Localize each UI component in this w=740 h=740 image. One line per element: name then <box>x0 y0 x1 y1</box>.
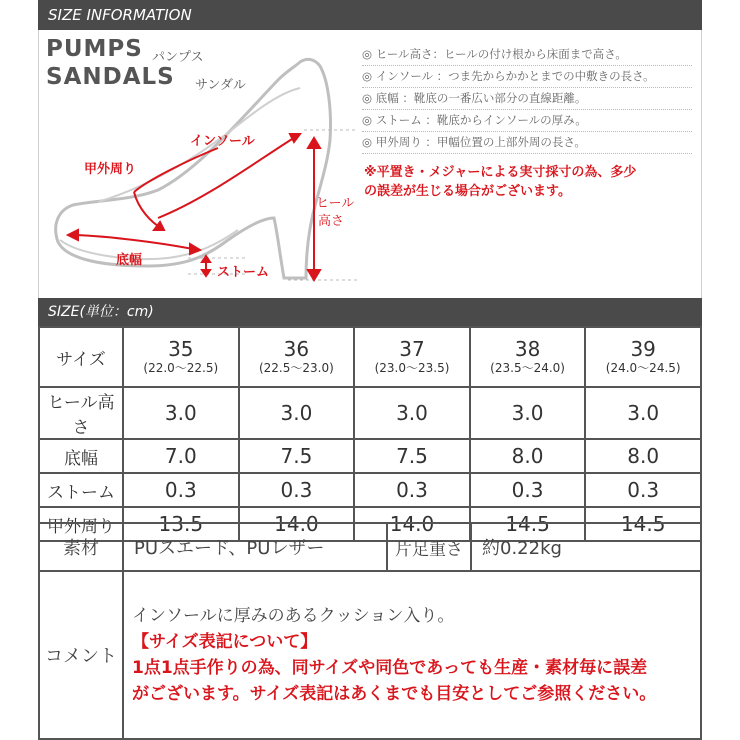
brand-sandals-sub: サンダル <box>195 78 246 93</box>
table-cell: 14.5 <box>585 507 701 541</box>
size-col-36: 36 (22.5〜23.0) <box>239 327 355 387</box>
brand-pumps: PUMPS <box>46 36 143 62</box>
definition-list <box>362 44 692 154</box>
definition-storm: ◎ ストーム ：靴底からインソールの厚み。 <box>362 110 692 132</box>
definition-insole: ◎ インソール ：つま先からかかとまでの中敷きの長さ。 <box>362 66 692 88</box>
table-cell: 7.0 <box>123 439 239 473</box>
material-label: 素材 <box>39 523 123 571</box>
size-information-header: SIZE INFORMATION <box>38 0 702 30</box>
table-cell: 14.0 <box>354 507 470 541</box>
label-heel-1: ヒール <box>316 196 355 211</box>
label-instep: 甲外周り <box>84 162 137 177</box>
row-label-sole-width: 底幅 <box>39 439 123 473</box>
table-cell: 13.5 <box>123 507 239 541</box>
comment-row <box>39 571 701 739</box>
label-insole: インソール <box>190 134 255 149</box>
table-cell: 7.5 <box>354 439 470 473</box>
label-storm: ストーム <box>217 265 270 280</box>
comment-heading: 【サイズ表記について】 <box>132 632 318 652</box>
weight-value: 約0.22kg <box>471 523 701 571</box>
comment-line-1: インソールに厚みのあるクッション入り。 <box>132 606 455 626</box>
comment-body <box>123 571 701 739</box>
table-cell: 3.0 <box>123 387 239 439</box>
weight-label: 片足重さ <box>387 523 471 571</box>
material-row <box>39 523 701 571</box>
definition-heel: ◎ ヒール高さ：ヒールの付け根から床面まで高さ。 <box>362 44 692 66</box>
definition-sole-width: ◎ 底幅 ：靴底の一番広い部分の直線距離。 <box>362 88 692 110</box>
table-cell: 14.5 <box>470 507 586 541</box>
row-label-instep: 甲外周り <box>39 507 123 541</box>
material-value: PUスエード、PUレザー <box>123 523 387 571</box>
table-cell: 8.0 <box>470 439 586 473</box>
table-cell: 3.0 <box>354 387 470 439</box>
label-heel-2: 高さ <box>318 214 345 229</box>
table-cell: 7.5 <box>239 439 355 473</box>
comment-label: コメント <box>39 571 123 739</box>
measurement-note <box>364 163 700 201</box>
size-col-37: 37 (23.0〜23.5) <box>354 327 470 387</box>
table-row <box>39 387 701 439</box>
size-header-row <box>39 327 701 387</box>
size-col-39: 39 (24.0〜24.5) <box>585 327 701 387</box>
note-line-2: の誤差が生じる場合がございます。 <box>364 184 571 199</box>
size-unit-header: SIZE(単位：cm) <box>38 298 702 326</box>
comment-line-4: がございます。サイズ表記はあくまでも目安としてご参照ください。 <box>132 684 657 704</box>
table-row <box>39 473 701 507</box>
label-sole-width: 底幅 <box>116 253 143 268</box>
definition-instep: ◎ 甲外周り ：甲幅位置の上部外周の長さ。 <box>362 132 692 154</box>
size-header-label: サイズ <box>39 327 123 387</box>
row-label-storm: ストーム <box>39 473 123 507</box>
product-info-table <box>38 522 702 740</box>
table-cell: 14.0 <box>239 507 355 541</box>
brand-pumps-sub: パンプス <box>152 50 204 65</box>
table-cell: 0.3 <box>585 473 701 507</box>
table-cell: 3.0 <box>239 387 355 439</box>
table-cell: 8.0 <box>585 439 701 473</box>
table-cell: 0.3 <box>239 473 355 507</box>
size-table <box>38 326 702 542</box>
table-cell: 3.0 <box>470 387 586 439</box>
row-label-heel: ヒール高さ <box>39 387 123 439</box>
note-line-1: ※平置き・メジャーによる実寸採寸の為、多少 <box>364 165 637 180</box>
size-col-35: 35 (22.0〜22.5) <box>123 327 239 387</box>
size-col-38: 38 (23.5〜24.0) <box>470 327 586 387</box>
table-cell: 0.3 <box>123 473 239 507</box>
table-cell: 3.0 <box>585 387 701 439</box>
table-cell: 0.3 <box>354 473 470 507</box>
brand-sandals: SANDALS <box>46 64 175 90</box>
table-row <box>39 439 701 473</box>
comment-line-3: 1点1点手作りの為、同サイズや同色であっても生産・素材毎に誤差 <box>132 658 648 678</box>
table-cell: 0.3 <box>470 473 586 507</box>
